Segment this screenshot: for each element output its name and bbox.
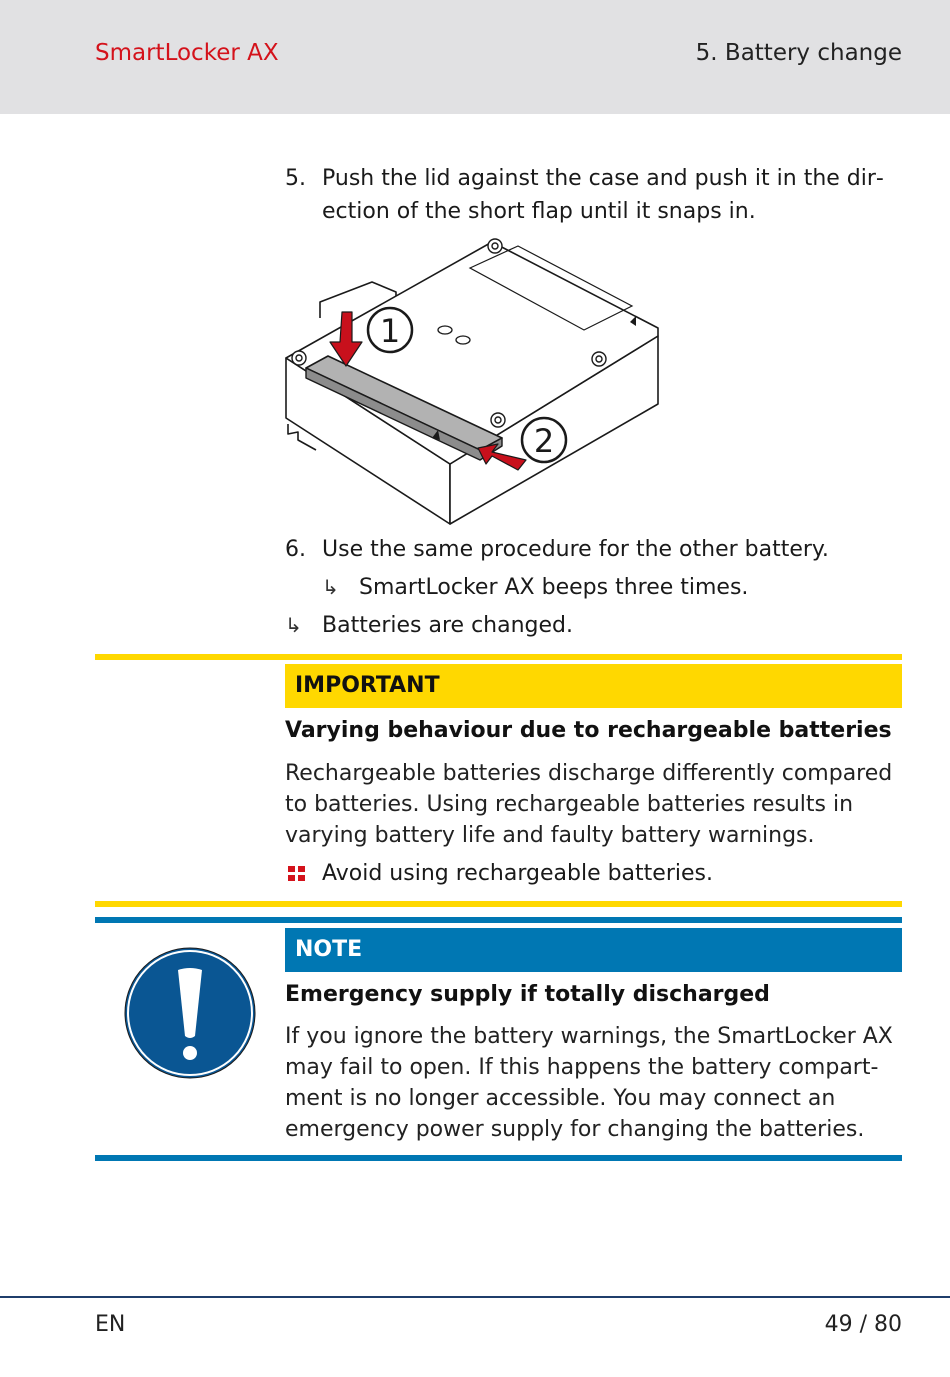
battery-lid-illustration [280,234,670,528]
brand-title: SmartLocker AX [95,40,279,66]
result-arrow-icon: ↳ [285,613,302,637]
step-5 [285,162,902,228]
important-title: Varying behaviour due to rechargeable batteries [285,718,892,743]
step-6 [285,533,902,566]
note-title: Emergency supply if totally discharged [285,982,770,1007]
footer-language: EN [95,1312,126,1337]
note-body: If you ignore the battery warnings, the SmartLocker AX may fail to open. If this happens the battery compartment is no longer accessible. You may connect an emergency power supply for changing the batteries. [285,1024,893,1142]
callout-2: 2 [533,422,555,460]
important-label: IMPORTANT [285,664,902,708]
callout-1: 1 [379,312,401,350]
page-header [0,0,950,114]
page-number: 49 / 80 [824,1312,902,1337]
step-text: Push the lid against the case and push it in the direction of the short flap until it snaps in. [322,166,884,224]
exclamation-icon [123,946,257,1080]
result-text: Batteries are changed. [322,613,574,638]
chapter-title: 5. Battery change [695,40,902,66]
important-top-rule [95,654,902,660]
important-bottom-rule [95,901,902,907]
note-top-rule [95,917,902,923]
grid-bullet-icon [288,866,306,882]
result-arrow-icon: ↳ [322,575,339,599]
note-label: NOTE [285,928,902,972]
action-text: Avoid using rechargeable batteries. [322,861,713,886]
important-body: Rechargeable batteries discharge differently compared to batteries. Using rechargeable batteries results in varying battery life and faulty battery warnings. [285,761,893,848]
step-number: 5. [285,166,306,191]
footer-rule [0,1296,950,1298]
step-number: 6. [285,537,306,562]
result-text: SmartLocker AX beeps three times. [359,575,749,600]
step-text: Use the same procedure for the other battery. [322,537,829,562]
note-bottom-rule [95,1155,902,1161]
